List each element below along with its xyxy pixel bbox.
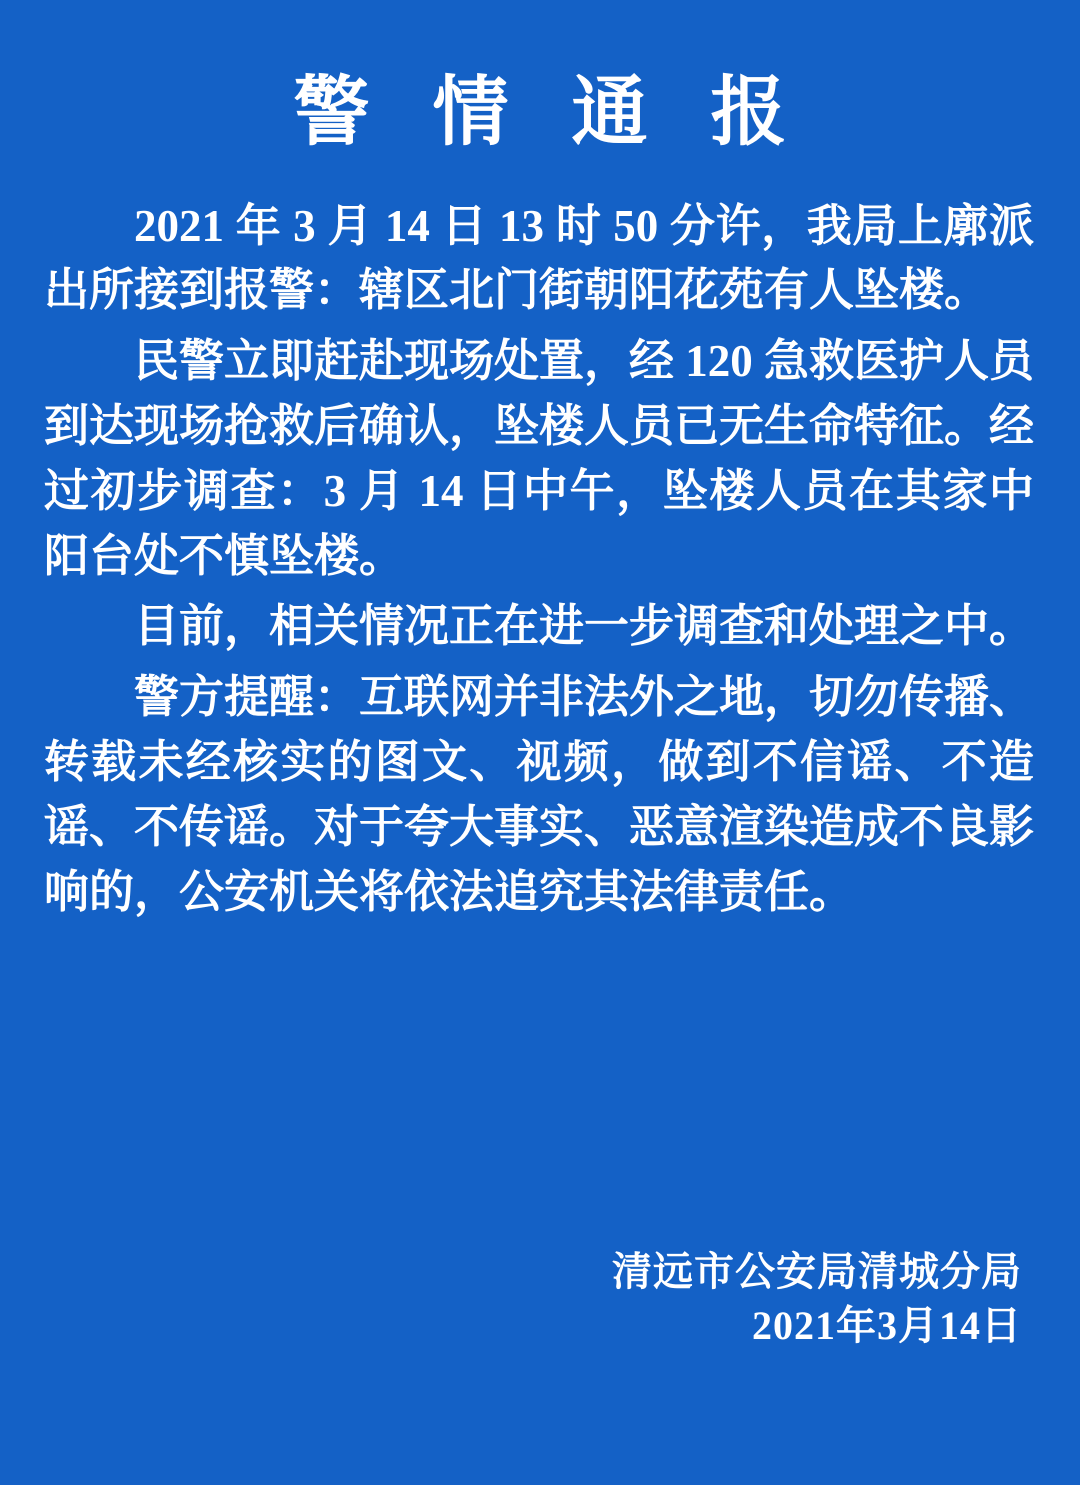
signature-block [612,1245,1022,1353]
paragraph-3: 目前，相关情况正在进一步调查和处理之中。 [134,601,1035,652]
page-title: 警 情 通 报 [293,71,809,155]
paragraph-4: 警方提醒：互联网并非法外之地，切勿传播、转载未经核实的图文、视频，做到不信谣、不造谣、不传谣。对于夸大事实、恶意渲染造成不良影响的，公安机关将依法追究其法律责任。 [44,672,1035,917]
issue-date: 2021年3月14日 [752,1303,1022,1348]
issuing-organization: 清远市公安局清城分局 [612,1249,1022,1294]
paragraph-2: 民警立即赶赴现场处置，经 120 急救医护人员到达现场抢救后确认，坠楼人员已无生命特征。经过初步调查：3 月 14 日中午，坠楼人员在其家中阳台处不慎坠楼。 [44,336,1035,581]
notice-body [0,194,1080,925]
paragraph-1: 2021 年 3 月 14 日 13 时 50 分许，我局上廓派出所接到报警：辖区北门街朝阳花苑有人坠楼。 [44,200,1034,316]
